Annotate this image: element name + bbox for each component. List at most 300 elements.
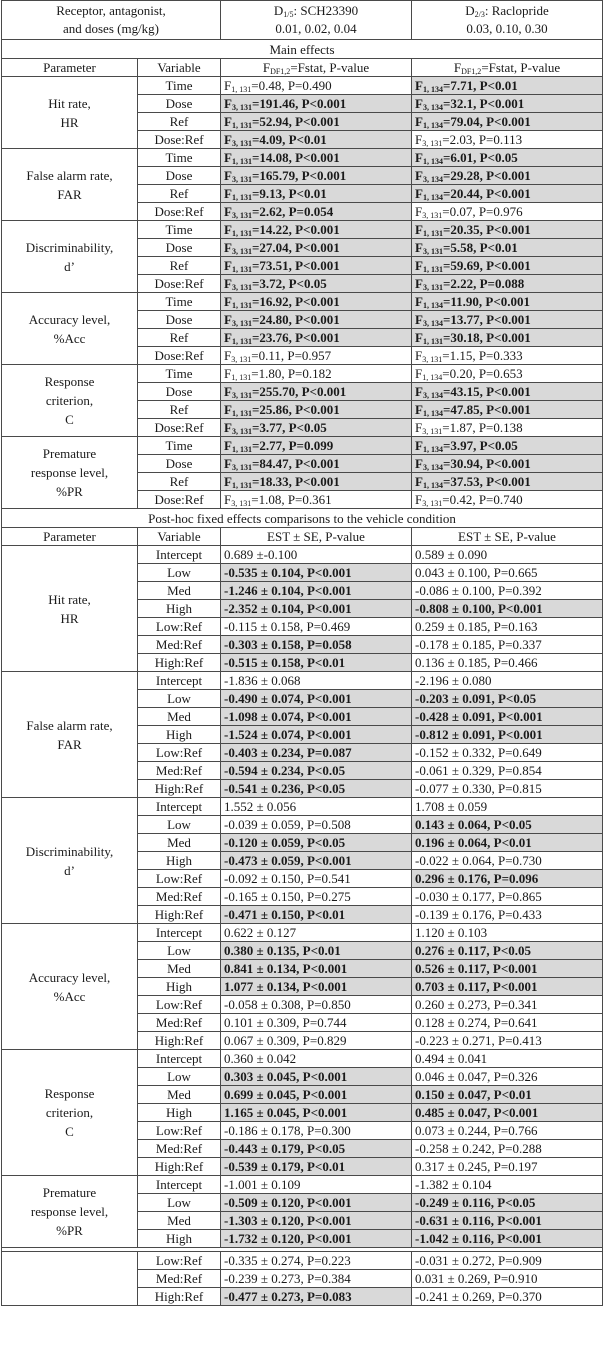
raclopride-value-cell [412,708,603,726]
parameter-cell [2,1176,138,1248]
variable-cell: Ref [138,257,221,275]
f-symbol: F [224,474,232,489]
sch23390-value-cell [221,437,412,455]
f-symbol: F [415,474,423,489]
sch23390-value-cell [221,1086,412,1104]
sch23390-value-cell [221,1230,412,1248]
table-row [2,1252,603,1270]
table-row [2,437,603,455]
f-symbol: F [415,348,423,363]
f-symbol: F [224,204,232,219]
parameter-label: Accuracy level, [28,311,111,327]
f-statistic: =0.07, P=0.976 [442,204,523,219]
f-statistic: =0.11, P=0.957 [251,348,332,363]
sch23390-value-cell [221,77,412,95]
raclopride-value-cell [412,762,603,780]
estimate-value: -0.092 ± 0.150, P=0.541 [224,871,351,886]
estimate-value: 0.699 ± 0.045, P<0.001 [224,1087,348,1102]
sch23390-value-cell [221,257,412,275]
variable-cell: Intercept [138,672,221,690]
degrees-of-freedom: 1, 134 [422,373,443,382]
parameter-label: %Acc [53,330,86,346]
estimate-value: -0.120 ± 0.059, P<0.05 [224,835,346,850]
degrees-of-freedom: 1, 131 [231,301,252,310]
estimate-value: -0.477 ± 0.273, P=0.083 [224,1289,352,1304]
estimate-value: -0.165 ± 0.150, P=0.275 [224,889,351,904]
header-receptor-cell [2,1,221,40]
estimate-value: 0.303 ± 0.045, P<0.001 [224,1069,348,1084]
f-symbol: F [224,132,232,147]
variable-cell: High [138,726,221,744]
degrees-of-freedom: 3, 131 [422,139,443,148]
f-symbol: F [415,402,423,417]
variable-cell: Med:Ref [138,636,221,654]
variable-cell: Med [138,960,221,978]
sch23390-value-cell [221,113,412,131]
column-header-parameter: Parameter [2,528,138,546]
variable-cell: Dose:Ref [138,347,221,365]
degrees-of-freedom: 3, 131 [231,319,252,328]
f-statistic: =20.44, P<0.001 [442,186,531,201]
f-symbol: F [224,312,232,327]
estimate-value: -1.001 ± 0.109 [224,1177,301,1192]
estimate-value: -1.303 ± 0.120, P<0.001 [224,1213,352,1228]
estimate-value: -0.335 ± 0.274, P=0.223 [224,1253,351,1268]
estimate-value: 0.259 ± 0.185, P=0.163 [415,619,538,634]
variable-cell: Low:Ref [138,744,221,762]
estimate-value: 0.360 ± 0.042 [224,1051,297,1066]
posthoc-column-header-row [2,528,603,546]
variable-cell: Time [138,365,221,383]
estimate-value: -0.178 ± 0.185, P=0.337 [415,637,542,652]
estimate-value: -0.258 ± 0.242, P=0.288 [415,1141,542,1156]
sch23390-value-cell [221,708,412,726]
degrees-of-freedom: 3, 131 [231,175,252,184]
parameter-label: Hit rate, [48,591,91,607]
sch23390-value-cell [221,1140,412,1158]
parameter-label: criterion, [45,1105,94,1120]
f-symbol: F [224,384,232,399]
f-symbol: F [224,258,232,273]
sch23390-value-cell [221,1212,412,1230]
variable-cell: Med:Ref [138,1014,221,1032]
raclopride-value-cell [412,816,603,834]
estimate-value: -0.428 ± 0.091, P<0.001 [415,709,543,724]
raclopride-value-cell [412,1140,603,1158]
estimate-value: -0.039 ± 0.059, P=0.508 [224,817,351,832]
table-row [2,77,603,95]
variable-cell: Dose [138,239,221,257]
sch23390-value-cell [221,834,412,852]
table-row [2,546,603,564]
variable-cell: Low:Ref [138,1252,221,1270]
raclopride-value-cell [412,329,603,347]
column-header-stat-prefix: F [453,60,462,75]
estimate-value: -0.223 ± 0.271, P=0.413 [415,1033,542,1048]
estimate-value: -0.403 ± 0.234, P=0.087 [224,745,352,760]
estimate-value: -0.303 ± 0.158, P=0.058 [224,637,352,652]
f-statistic: =2.62, P=0.054 [251,204,334,219]
parameter-label: HR [60,114,79,130]
degrees-of-freedom: 3, 131 [422,283,443,292]
f-statistic: =14.08, P<0.001 [251,150,340,165]
estimate-value: -0.058 ± 0.308, P=0.850 [224,997,351,1012]
header-d2-name: $D_{2/3}$: Raclopride [465,3,549,19]
estimate-value: -0.594 ± 0.234, P<0.05 [224,763,346,778]
parameter-label: response level, [30,1204,109,1219]
degrees-of-freedom: 3, 134 [422,391,443,400]
variable-cell: Dose:Ref [138,419,221,437]
raclopride-value-cell [412,1252,603,1270]
sch23390-value-cell [221,582,412,600]
variable-cell: Low [138,816,221,834]
table-row [2,672,603,690]
degrees-of-freedom: 3, 131 [231,283,252,292]
variable-cell: Low [138,1068,221,1086]
estimate-value: -0.490 ± 0.074, P<0.001 [224,691,352,706]
sch23390-value-cell [221,960,412,978]
variable-cell: Med [138,834,221,852]
f-statistic: =47.85, P<0.001 [442,402,531,417]
sch23390-value-cell [221,618,412,636]
raclopride-value-cell [412,1086,603,1104]
variable-cell: Low:Ref [138,1122,221,1140]
parameter-label: d’ [64,258,75,274]
estimate-value: 0.136 ± 0.185, P=0.466 [415,655,538,670]
variable-cell: High [138,600,221,618]
f-symbol: F [224,348,232,363]
table-row [2,221,603,239]
raclopride-value-cell [412,1288,603,1306]
parameter-cell [2,149,138,221]
degrees-of-freedom: 1, 134 [422,157,443,166]
variable-cell: Ref [138,329,221,347]
raclopride-value-cell [412,149,603,167]
estimate-value: 0.043 ± 0.100, P=0.665 [415,565,538,580]
degrees-of-freedom: 3, 134 [422,175,443,184]
f-symbol: F [415,420,423,435]
variable-cell: Dose [138,383,221,401]
results-table-body [2,1,603,1306]
parameter-label: %PR [56,1223,83,1238]
raclopride-value-cell [412,1194,603,1212]
raclopride-value-cell [412,77,603,95]
header-d1-name: $D_{1/5}$: SCH23390 [273,3,359,19]
f-symbol: F [224,294,232,309]
sch23390-value-cell [221,798,412,816]
raclopride-value-cell [412,473,603,491]
parameter-cell [2,293,138,365]
sch23390-value-cell [221,491,412,509]
variable-cell: Time [138,149,221,167]
estimate-value: -0.031 ± 0.272, P=0.909 [415,1253,542,1268]
f-statistic: =24.80, P<0.001 [251,312,340,327]
raclopride-value-cell [412,726,603,744]
header-d1-cell [221,1,412,40]
raclopride-value-cell [412,401,603,419]
raclopride-value-cell [412,618,603,636]
header-row [2,1,603,40]
degrees-of-freedom: 3, 131 [231,463,252,472]
sch23390-value-cell [221,239,412,257]
f-symbol: F [415,222,423,237]
raclopride-value-cell [412,203,603,221]
f-symbol: F [415,492,423,507]
estimate-value: -1.382 ± 0.104 [415,1177,492,1192]
variable-cell: Med [138,582,221,600]
f-symbol: F [415,456,423,471]
raclopride-value-cell [412,167,603,185]
parameter-label: Premature [42,446,97,461]
sch23390-value-cell [221,293,412,311]
sch23390-value-cell [221,149,412,167]
column-header-stat-suffix: =Fstat, P-value [481,60,561,75]
parameter-label: Discriminability, [25,239,114,255]
sch23390-value-cell [221,1288,412,1306]
raclopride-value-cell [412,257,603,275]
sch23390-value-cell [221,365,412,383]
variable-cell: Dose [138,311,221,329]
variable-cell: High [138,1230,221,1248]
variable-cell: High:Ref [138,654,221,672]
variable-cell: Time [138,293,221,311]
estimate-value: -1.042 ± 0.116, P<0.001 [415,1231,542,1246]
f-statistic: =32.1, P<0.001 [442,96,525,111]
raclopride-value-cell [412,419,603,437]
f-statistic: =1.15, P=0.333 [442,348,523,363]
estimate-value: -0.541 ± 0.236, P<0.05 [224,781,346,796]
f-symbol: F [224,186,232,201]
degrees-of-freedom: 1, 131 [422,229,443,238]
parameter-label: %PR [56,484,83,499]
parameter-cell [2,365,138,437]
column-header-variable: Variable [138,59,221,77]
estimate-value: -0.030 ± 0.177, P=0.865 [415,889,542,904]
variable-cell: Low [138,1194,221,1212]
sch23390-value-cell [221,383,412,401]
sch23390-value-cell [221,762,412,780]
f-statistic: =23.76, P<0.001 [251,330,340,345]
f-symbol: F [415,78,423,93]
variable-cell: Low:Ref [138,996,221,1014]
degrees-of-freedom: 3, 131 [422,499,443,508]
variable-cell: Dose:Ref [138,131,221,149]
sch23390-value-cell [221,852,412,870]
estimate-value: -0.539 ± 0.179, P<0.01 [224,1159,346,1174]
f-statistic: =165.79, P<0.001 [251,168,347,183]
raclopride-value-cell [412,942,603,960]
degrees-of-freedom: 1, 131 [231,481,252,490]
variable-cell: Med:Ref [138,1270,221,1288]
variable-cell: Low:Ref [138,618,221,636]
estimate-value: 0.276 ± 0.117, P<0.05 [415,943,532,958]
column-header-stat: EST ± SE, P-value [412,528,603,546]
estimate-value: 0.841 ± 0.134, P<0.001 [224,961,348,976]
f-symbol: F [415,186,423,201]
f-statistic: =255.70, P<0.001 [251,384,347,399]
raclopride-value-cell [412,654,603,672]
f-symbol: F [224,420,232,435]
f-symbol: F [415,294,423,309]
f-statistic: =18.33, P<0.001 [251,474,340,489]
f-symbol: F [415,258,423,273]
column-header-parameter: Parameter [2,59,138,77]
parameter-label: criterion, [45,393,94,408]
raclopride-value-cell [412,239,603,257]
raclopride-value-cell [412,546,603,564]
sch23390-value-cell [221,690,412,708]
variable-cell: Ref [138,113,221,131]
sch23390-value-cell [221,978,412,996]
f-statistic: =3.72, P<0.05 [251,276,327,291]
f-symbol: F [415,330,423,345]
variable-cell: Low [138,690,221,708]
degrees-of-freedom: 1, 134 [422,301,443,310]
estimate-value: -0.077 ± 0.330, P=0.815 [415,781,542,796]
sch23390-value-cell [221,329,412,347]
parameter-cell [2,924,138,1050]
degrees-of-freedom: 3, 131 [231,355,252,364]
estimate-value: -0.471 ± 0.150, P<0.01 [224,907,346,922]
header-d2-doses: 0.03, 0.10, 0.30 [466,21,548,36]
estimate-value: 0.526 ± 0.117, P<0.001 [415,961,538,976]
results-table-container [1,0,602,1306]
raclopride-value-cell [412,455,603,473]
estimate-value: 1.552 ± 0.056 [224,799,297,814]
parameter-cell [2,221,138,293]
f-symbol: F [224,276,232,291]
f-statistic: =191.46, P<0.001 [251,96,347,111]
parameter-label: Response [44,374,95,389]
degrees-of-freedom: 3, 131 [231,391,252,400]
parameter-label: Accuracy level, [28,969,111,985]
estimate-value: -1.524 ± 0.074, P<0.001 [224,727,352,742]
f-statistic: =3.77, P<0.05 [251,420,327,435]
results-table [1,0,603,1306]
sch23390-value-cell [221,996,412,1014]
degrees-of-freedom: 3, 131 [422,427,443,436]
f-statistic: =79.04, P<0.001 [442,114,531,129]
variable-cell: Med [138,1212,221,1230]
parameter-label: %Acc [53,988,86,1004]
variable-cell: Dose [138,95,221,113]
f-symbol: F [224,96,232,111]
degrees-of-freedom: 1, 131 [231,121,252,130]
f-statistic: =14.22, P<0.001 [251,222,340,237]
parameter-label: False alarm rate, [26,167,113,183]
sch23390-value-cell [221,546,412,564]
sch23390-value-cell [221,473,412,491]
f-statistic: =0.42, P=0.740 [442,492,523,507]
main-effects-title: Main effects [2,40,603,59]
variable-cell: Ref [138,401,221,419]
estimate-value: 1.120 ± 0.103 [415,925,488,940]
raclopride-value-cell [412,834,603,852]
raclopride-value-cell [412,131,603,149]
raclopride-value-cell [412,1270,603,1288]
degrees-of-freedom: 1, 134 [422,121,443,130]
f-symbol: F [415,96,423,111]
raclopride-value-cell [412,978,603,996]
sch23390-value-cell [221,401,412,419]
table-row [2,924,603,942]
parameter-label: d’ [64,862,75,878]
f-symbol: F [224,150,232,165]
f-statistic: =2.22, P=0.088 [442,276,525,291]
sch23390-value-cell [221,1104,412,1122]
estimate-value: 0.128 ± 0.274, P=0.641 [415,1015,538,1030]
sch23390-value-cell [221,924,412,942]
degrees-of-freedom: 1, 134 [422,409,443,418]
raclopride-value-cell [412,600,603,618]
table-row [2,1176,603,1194]
raclopride-value-cell [412,960,603,978]
degrees-of-freedom: 1, 131 [231,337,252,346]
raclopride-value-cell [412,365,603,383]
sch23390-value-cell [221,455,412,473]
raclopride-value-cell [412,347,603,365]
parameter-label: Response [44,1086,95,1101]
sch23390-value-cell [221,1014,412,1032]
posthoc-title-row [2,509,603,528]
raclopride-value-cell [412,1176,603,1194]
f-statistic: =59.69, P<0.001 [442,258,531,273]
variable-cell: Ref [138,473,221,491]
f-symbol: F [415,366,423,381]
raclopride-value-cell [412,1104,603,1122]
f-statistic: =25.86, P<0.001 [251,402,340,417]
variable-cell: High [138,978,221,996]
degrees-of-freedom: 1, 131 [231,85,252,94]
f-symbol: F [224,78,232,93]
raclopride-value-cell [412,95,603,113]
f-statistic: =5.58, P<0.01 [442,240,518,255]
f-statistic: =20.35, P<0.001 [442,222,531,237]
f-symbol: F [224,366,232,381]
sch23390-value-cell [221,311,412,329]
estimate-value: 0.150 ± 0.047, P<0.01 [415,1087,532,1102]
sch23390-value-cell [221,221,412,239]
raclopride-value-cell [412,870,603,888]
estimate-value: -0.808 ± 0.100, P<0.001 [415,601,543,616]
degrees-of-freedom: 1, 134 [422,85,443,94]
variable-cell: High [138,1104,221,1122]
estimate-value: -1.836 ± 0.068 [224,673,301,688]
estimate-value: 0.143 ± 0.064, P<0.05 [415,817,532,832]
f-statistic: =1.87, P=0.138 [442,420,523,435]
sch23390-value-cell [221,906,412,924]
parameter-label: HR [60,610,79,626]
estimate-value: 1.708 ± 0.059 [415,799,488,814]
raclopride-value-cell [412,996,603,1014]
f-statistic: =30.18, P<0.001 [442,330,531,345]
f-statistic: =9.13, P<0.01 [251,186,327,201]
raclopride-value-cell [412,1122,603,1140]
estimate-value: -0.473 ± 0.059, P<0.001 [224,853,352,868]
sch23390-value-cell [221,1158,412,1176]
raclopride-value-cell [412,672,603,690]
estimate-value: 0.494 ± 0.041 [415,1051,488,1066]
parameter-cell [2,798,138,924]
variable-cell: High:Ref [138,780,221,798]
f-statistic: =16.92, P<0.001 [251,294,340,309]
sch23390-value-cell [221,672,412,690]
degrees-of-freedom: 1, 131 [231,229,252,238]
sch23390-value-cell [221,870,412,888]
f-statistic: =0.20, P=0.653 [442,366,523,381]
variable-cell: Low [138,942,221,960]
estimate-value: -2.352 ± 0.104, P<0.001 [224,601,352,616]
